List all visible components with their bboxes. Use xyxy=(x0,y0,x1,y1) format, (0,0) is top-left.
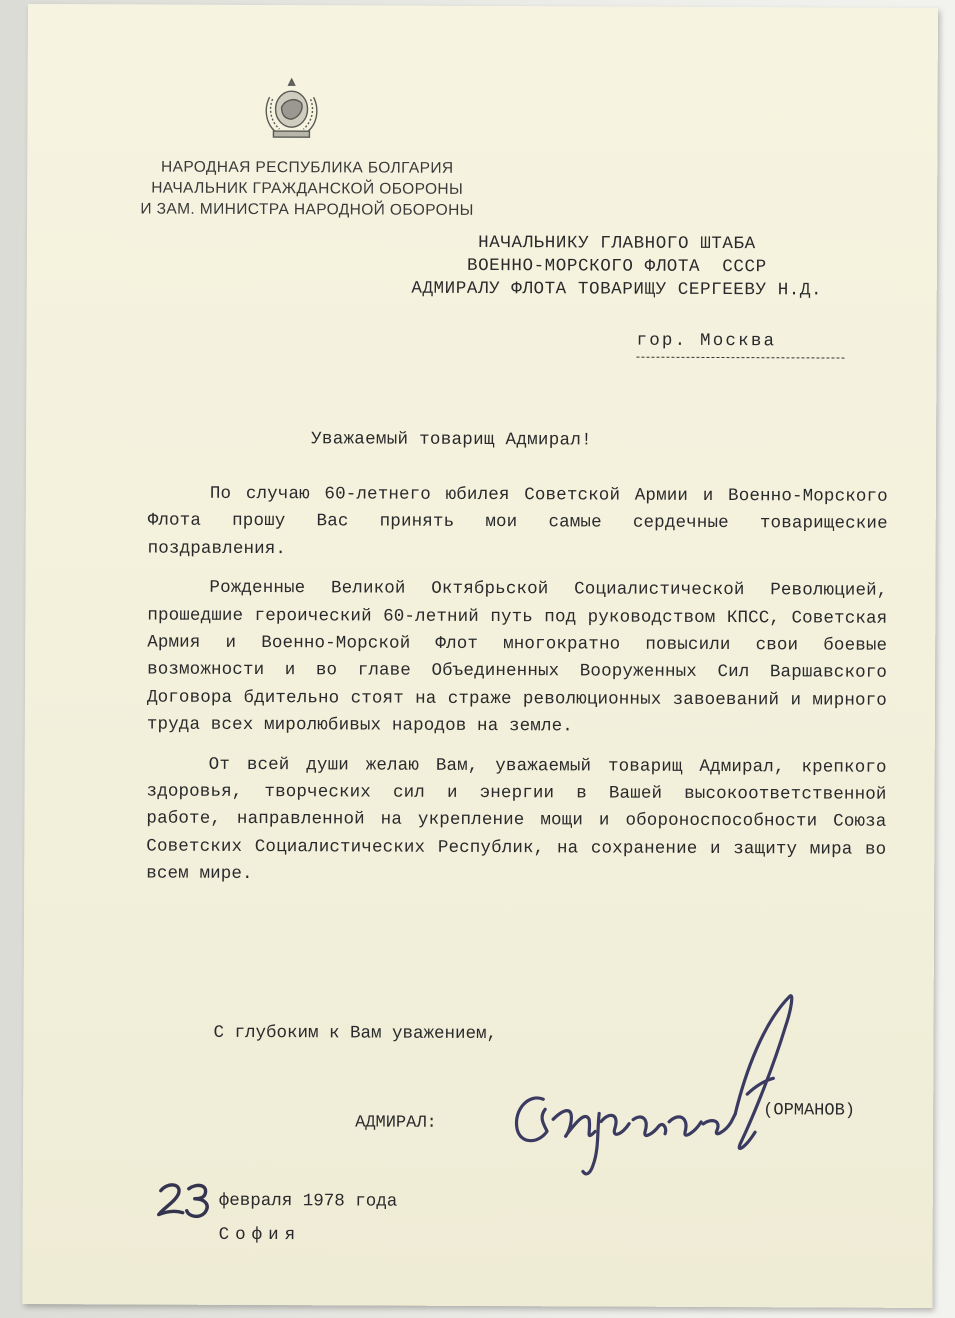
city-underline xyxy=(636,357,844,359)
date-text: февраля 1978 года xyxy=(218,1190,398,1212)
addressee-line-3: АДМИРАЛУ ФЛОТА ТОВАРИЩУ СЕРГЕЕВУ Н.Д. xyxy=(411,278,823,301)
bulgarian-state-emblem xyxy=(259,75,323,141)
letter-body xyxy=(146,481,888,904)
place-name: София xyxy=(218,1224,302,1246)
issuer-block xyxy=(107,156,507,221)
city-line: гор. Москва xyxy=(636,330,777,352)
paragraph-3: От всей души желаю Вам, уважаемый товарищ Адмирал, крепкого здоровья, творческих сил и энергии в Вашей высокоответственной работе, направленной на укрепление мощи и обороноспособности Союза Советских Социалистических Республик, на сохранение и защиту мира во всем мире. xyxy=(146,754,887,885)
addressee-line-1: НАЧАЛЬНИКУ ГЛАВНОГО ШТАБА xyxy=(478,232,756,255)
paragraph-1: По случаю 60-летнего юбилея Советской Армии и Военно-Морского Флота прошу Вас принять мои самые сердечные товарищеские поздравления. xyxy=(147,483,888,559)
signature-title: АДМИРАЛ: xyxy=(355,1113,437,1133)
issuer-line-position: НАЧАЛЬНИК ГРАЖДАНСКОЙ ОБОРОНЫ xyxy=(151,179,464,198)
letter-sheet xyxy=(22,4,938,1308)
closing-phrase: С глубоким к Вам уважением, xyxy=(213,1022,498,1045)
signature-name: (ОРМАНОВ) xyxy=(763,1101,856,1121)
handwritten-day-23 xyxy=(151,1177,221,1221)
paragraph-2: Рожденные Великой Октябрьской Социалистической Революцией, прошедшие героический 60-летний путь под руководством КПСС, Советская Армия и Военно-Морской Флот многократно повысили свои боевые возможности и во главе Объединенных Вооруженных Сил Варшавского Договора бдительно стоят на страже революционных завоеваний и мирного труда всех миролюбивых народов на земле. xyxy=(146,578,888,737)
handwritten-signature xyxy=(473,981,804,1202)
addressee-block xyxy=(357,231,877,302)
addressee-line-2: ВОЕННО-МОРСКОГО ФЛОТА СССР xyxy=(466,255,767,278)
salutation: Уважаемый товарищ Адмирал! xyxy=(311,429,593,451)
issuer-line-country: НАРОДНАЯ РЕСПУБЛИКА БОЛГАРИЯ xyxy=(161,158,454,177)
issuer-line-deputy: И ЗАМ. МИНИСТРА НАРОДНОЙ ОБОРОНЫ xyxy=(140,200,474,219)
